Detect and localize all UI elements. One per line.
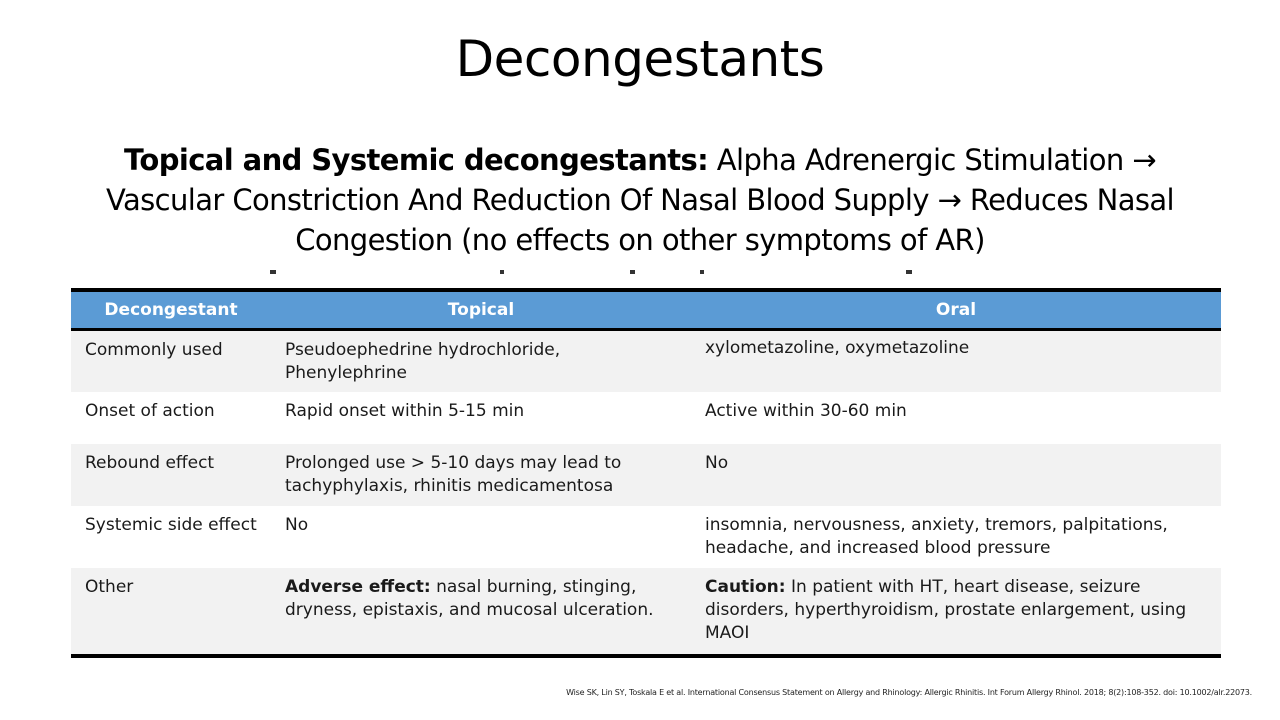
oral-cell: Active within 30-60 min (705, 400, 907, 421)
topical-cell: Pseudoephedrine hydrochloride, Phenylephrine (271, 330, 691, 392)
table-row (71, 506, 1221, 568)
citation: Wise SK, Lin SY, Toskala E et al. International Consensus Statement on Allergy and Rhinology: Allergic Rhinitis. Int Forum Allergy Rhinol. 2018; 8(2):108-352. doi: 10.1002/alr.22073. (566, 688, 1252, 697)
header-oral: Oral (691, 290, 1221, 330)
row-label: Rebound effect (71, 444, 271, 506)
topical-cell: Rapid onset within 5-15 min (285, 400, 525, 421)
header-decongestant: Decongestant (71, 290, 271, 330)
decongestant-table (71, 288, 1221, 658)
row-label: Other (71, 568, 271, 656)
intro-body: Alpha Adrenergic Stimulation → Vascular Constriction And Reduction Of Nasal Blood Supply → Reduces Nasal Congestion (no effects on other symptoms of AR) (105, 143, 1175, 257)
table-header-row (71, 290, 1221, 330)
table-row (71, 444, 1221, 506)
cropped-text-fragment (270, 262, 950, 274)
table-row (71, 568, 1221, 656)
oral-cell: Caution: In patient with HT, heart disease, seizure disorders, hyperthyroidism, prostate enlargement, using MAOI (691, 568, 1221, 656)
topical-cell: No (285, 514, 309, 535)
intro-bold: Topical and Systemic decongestants: (124, 143, 709, 177)
row-label: Onset of action (85, 400, 215, 421)
topical-cell: Adverse effect: nasal burning, stinging, dryness, epistaxis, and mucosal ulceration. (271, 568, 691, 656)
row-label: Commonly used (71, 330, 271, 392)
row-label: Systemic side effect (85, 514, 257, 535)
table-row (71, 330, 1221, 392)
slide-title: Decongestants (455, 30, 825, 88)
table-row (71, 392, 1221, 444)
oral-cell: xylometazoline, oxymetazoline (691, 330, 1221, 392)
intro-text (70, 140, 1210, 260)
topical-cell: Prolonged use > 5-10 days may lead to tachyphylaxis, rhinitis medicamentosa (271, 444, 691, 506)
header-topical: Topical (271, 290, 691, 330)
oral-cell: insomnia, nervousness, anxiety, tremors, palpitations, headache, and increased blood pressure (705, 514, 1168, 558)
oral-cell: No (691, 444, 1221, 506)
